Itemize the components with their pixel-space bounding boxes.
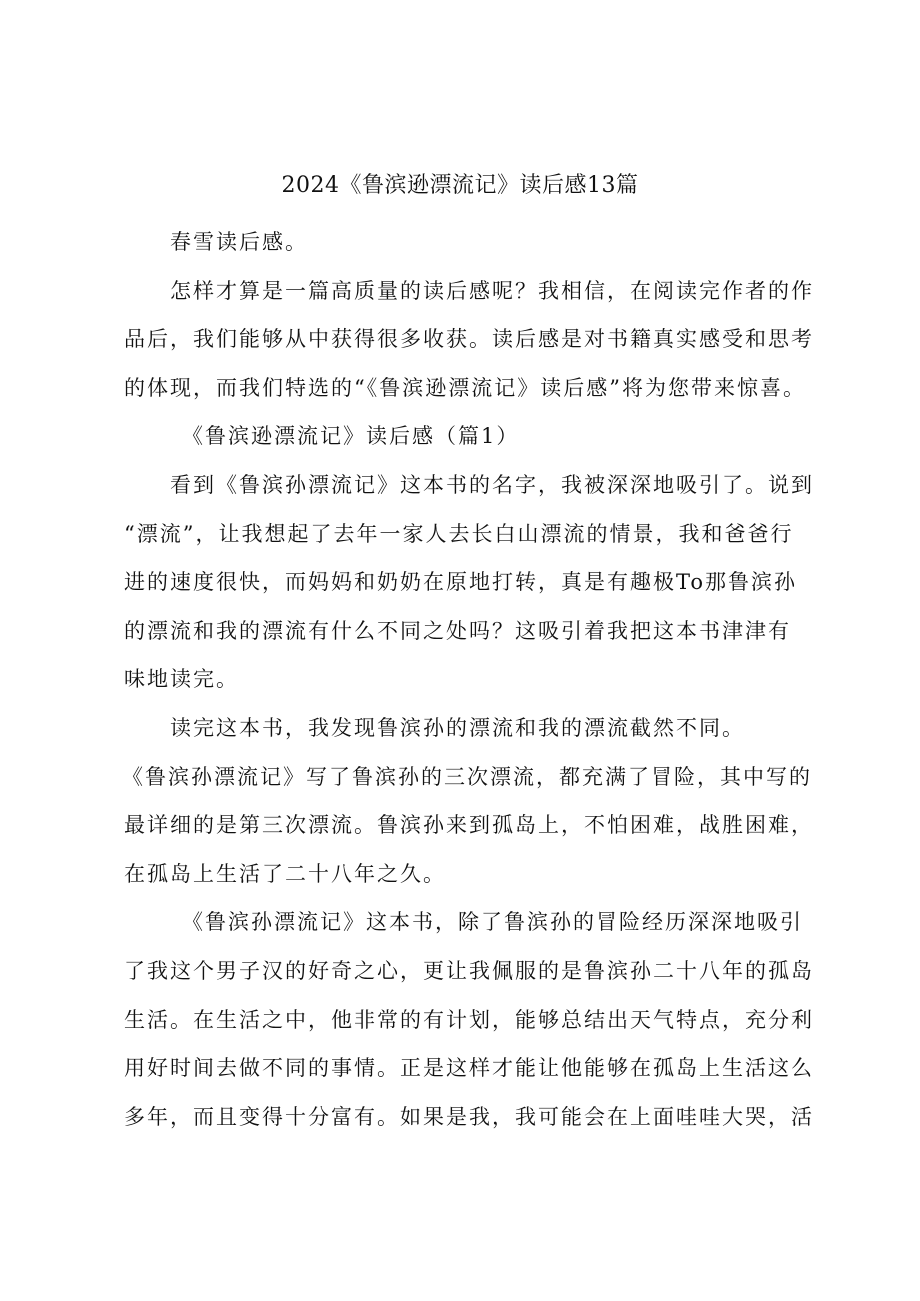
paragraph-line: 的体现，而我们特选的“《鲁滨逊漂流记》读后感”将为您带来惊喜。 [124, 375, 806, 400]
paragraph-line: 多年，而且变得十分富有。如果是我，我可能会在上面哇哇大哭，活 [124, 1104, 814, 1129]
paragraph-line: 生活。在生活之中，他非常的有计划，能够总结出天气特点，充分利 [124, 1007, 814, 1032]
paragraph-line: 《鲁滨孙漂流记》写了鲁滨孙的三次漂流，都充满了冒险，其中写的 [122, 764, 812, 789]
paragraph-line: 最详细的是第三次漂流。鲁滨孙来到孤岛上，不怕困难，战胜困难， [124, 813, 814, 838]
paragraph-line: 味地读完。 [124, 667, 239, 692]
paragraph-line: 的漂流和我的漂流有什么不同之处吗？这吸引着我把这本书津津有 [124, 618, 791, 643]
paragraph-line: 《鲁滨孙漂流记》这本书，除了鲁滨孙的冒险经历深深地吸引 [182, 910, 803, 935]
paragraph-line: 用好时间去做不同的事情。正是这样才能让他能够在孤岛上生活这么 [124, 1056, 814, 1081]
intro-label: 春雪读后感。 [170, 230, 308, 254]
section-heading: 《鲁滨逊漂流记》读后感（篇1） [182, 424, 520, 449]
paragraph-line: 读完这本书，我发现鲁滨孙的漂流和我的漂流截然不同。 [170, 715, 745, 740]
paragraph-line: 了我这个男子汉的好奇之心，更让我佩服的是鲁滨孙二十八年的孤岛 [124, 958, 814, 983]
paragraph-line: 怎样才算是一篇高质量的读后感呢？我相信，在阅读完作者的作 [170, 278, 814, 303]
document-title: 2024《鲁滨逊漂流记》读后感13篇 [281, 173, 639, 198]
document-body [124, 218, 824, 1141]
paragraph-line: 进的速度很快，而妈妈和奶奶在原地打转，真是有趣极To那鲁滨孙 [124, 570, 798, 595]
paragraph-line: 看到《鲁滨孙漂流记》这本书的名字，我被深深地吸引了。说到 [170, 472, 814, 497]
paragraph-line: “漂流”，让我想起了去年一家人去长白山漂流的情景，我和爸爸行 [124, 521, 794, 546]
paragraph-line: 品后，我们能够从中获得很多收获。读后感是对书籍真实感受和思考 [124, 327, 814, 352]
paragraph-line: 在孤岛上生活了二十八年之久。 [124, 861, 446, 886]
